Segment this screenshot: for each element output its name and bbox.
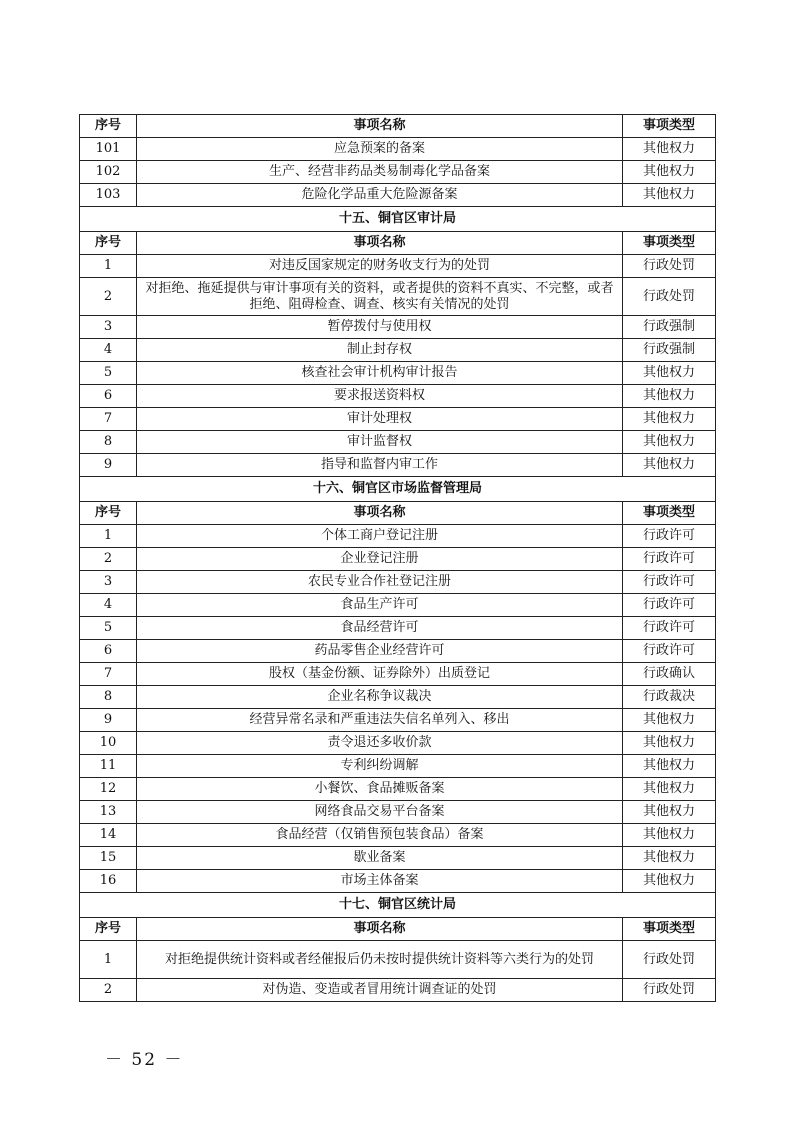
cell-item-type: 其他权力 [623, 870, 716, 893]
cell-serial-number: 11 [80, 755, 137, 778]
cell-serial-number: 2 [80, 278, 137, 316]
cell-item-name: 市场主体备案 [137, 870, 623, 893]
cell-item-name: 个体工商户登记注册 [137, 525, 623, 548]
header-cell-no: 序号 [80, 502, 137, 525]
cell-item-type: 其他权力 [623, 778, 716, 801]
table-header-row [80, 918, 716, 941]
cell-serial-number: 14 [80, 824, 137, 847]
cell-item-name: 网络食品交易平台备案 [137, 801, 623, 824]
cell-item-type: 其他权力 [623, 385, 716, 408]
cell-item-name: 审计监督权 [137, 431, 623, 454]
table-row [80, 709, 716, 732]
cell-item-name: 企业登记注册 [137, 548, 623, 571]
cell-item-name: 危险化学品重大危险源备案 [137, 184, 623, 207]
section-title: 十六、铜官区市场监督管理局 [80, 477, 716, 502]
cell-item-type: 行政裁决 [623, 686, 716, 709]
cell-item-name: 对拒绝提供统计资料或者经催报后仍未按时提供统计资料等六类行为的处罚 [137, 941, 623, 979]
cell-item-name: 对拒绝、拖延提供与审计事项有关的资料，或者提供的资料不真实、不完整，或者拒绝、阻碍检查、调查、核实有关情况的处罚 [137, 278, 623, 316]
cell-item-type: 其他权力 [623, 431, 716, 454]
table-row [80, 161, 716, 184]
cell-serial-number: 8 [80, 431, 137, 454]
table-row [80, 617, 716, 640]
cell-item-type: 行政许可 [623, 617, 716, 640]
cell-serial-number: 9 [80, 454, 137, 477]
cell-item-name: 暂停拨付与使用权 [137, 316, 623, 339]
cell-item-type: 行政许可 [623, 525, 716, 548]
table-row [80, 663, 716, 686]
cell-item-name: 农民专业合作社登记注册 [137, 571, 623, 594]
cell-item-type: 其他权力 [623, 454, 716, 477]
cell-item-type: 行政许可 [623, 548, 716, 571]
cell-item-type: 行政确认 [623, 663, 716, 686]
header-cell-no: 序号 [80, 115, 137, 138]
cell-item-name: 应急预案的备案 [137, 138, 623, 161]
table-row [80, 732, 716, 755]
table-header-row [80, 232, 716, 255]
cell-item-type: 行政处罚 [623, 979, 716, 1002]
cell-item-type: 行政处罚 [623, 278, 716, 316]
cell-serial-number: 12 [80, 778, 137, 801]
cell-item-name: 食品经营（仅销售预包装食品）备案 [137, 824, 623, 847]
table-row [80, 339, 716, 362]
cell-serial-number: 1 [80, 941, 137, 979]
table-header-row [80, 502, 716, 525]
cell-serial-number: 1 [80, 525, 137, 548]
table-row [80, 801, 716, 824]
table-row [80, 870, 716, 893]
cell-serial-number: 103 [80, 184, 137, 207]
table-row [80, 941, 716, 979]
table-row [80, 686, 716, 709]
cell-serial-number: 6 [80, 640, 137, 663]
table-row [80, 278, 716, 316]
table-row [80, 571, 716, 594]
table-row [80, 525, 716, 548]
table-row [80, 255, 716, 278]
cell-item-type: 其他权力 [623, 709, 716, 732]
cell-serial-number: 4 [80, 594, 137, 617]
section-heading-row [80, 207, 716, 232]
cell-item-name: 对违反国家规定的财务收支行为的处罚 [137, 255, 623, 278]
cell-item-type: 行政许可 [623, 640, 716, 663]
cell-serial-number: 9 [80, 709, 137, 732]
cell-item-type: 行政处罚 [623, 255, 716, 278]
table-row [80, 184, 716, 207]
authority-list-table [79, 114, 716, 1002]
cell-item-type: 其他权力 [623, 408, 716, 431]
cell-item-name: 小餐饮、食品摊贩备案 [137, 778, 623, 801]
cell-item-type: 行政处罚 [623, 941, 716, 979]
cell-item-name: 指导和监督内审工作 [137, 454, 623, 477]
cell-item-type: 其他权力 [623, 184, 716, 207]
table-row [80, 548, 716, 571]
cell-serial-number: 13 [80, 801, 137, 824]
cell-serial-number: 5 [80, 362, 137, 385]
table-row [80, 778, 716, 801]
page-number: － 52 － [105, 1050, 184, 1070]
cell-item-type: 其他权力 [623, 732, 716, 755]
table-row [80, 138, 716, 161]
cell-item-type: 其他权力 [623, 138, 716, 161]
cell-item-name: 食品生产许可 [137, 594, 623, 617]
header-cell-type: 事项类型 [623, 115, 716, 138]
section-heading-row [80, 477, 716, 502]
cell-item-name: 核查社会审计机构审计报告 [137, 362, 623, 385]
table-row [80, 362, 716, 385]
header-cell-name: 事项名称 [137, 918, 623, 941]
section-title: 十五、铜官区审计局 [80, 207, 716, 232]
cell-serial-number: 10 [80, 732, 137, 755]
header-cell-no: 序号 [80, 232, 137, 255]
cell-item-name: 专利纠纷调解 [137, 755, 623, 778]
table-row [80, 431, 716, 454]
cell-item-type: 其他权力 [623, 847, 716, 870]
header-cell-type: 事项类型 [623, 232, 716, 255]
cell-item-type: 行政强制 [623, 316, 716, 339]
table-row [80, 594, 716, 617]
header-cell-name: 事项名称 [137, 232, 623, 255]
cell-serial-number: 6 [80, 385, 137, 408]
cell-item-name: 歇业备案 [137, 847, 623, 870]
table-row [80, 824, 716, 847]
cell-serial-number: 2 [80, 979, 137, 1002]
cell-serial-number: 8 [80, 686, 137, 709]
section-heading-row [80, 893, 716, 918]
cell-serial-number: 7 [80, 408, 137, 431]
cell-serial-number: 3 [80, 571, 137, 594]
cell-item-name: 对伪造、变造或者冒用统计调查证的处罚 [137, 979, 623, 1002]
cell-item-type: 其他权力 [623, 362, 716, 385]
cell-item-type: 其他权力 [623, 801, 716, 824]
cell-serial-number: 15 [80, 847, 137, 870]
table-row [80, 847, 716, 870]
cell-item-name: 经营异常名录和严重违法失信名单列入、移出 [137, 709, 623, 732]
cell-serial-number: 16 [80, 870, 137, 893]
section-title: 十七、铜官区统计局 [80, 893, 716, 918]
cell-item-type: 其他权力 [623, 755, 716, 778]
header-cell-name: 事项名称 [137, 502, 623, 525]
cell-item-name: 责令退还多收价款 [137, 732, 623, 755]
cell-serial-number: 4 [80, 339, 137, 362]
header-cell-no: 序号 [80, 918, 137, 941]
cell-item-type: 行政许可 [623, 571, 716, 594]
cell-item-name: 企业名称争议裁决 [137, 686, 623, 709]
cell-serial-number: 2 [80, 548, 137, 571]
cell-serial-number: 7 [80, 663, 137, 686]
table-row [80, 385, 716, 408]
cell-item-name: 食品经营许可 [137, 617, 623, 640]
cell-item-type: 其他权力 [623, 161, 716, 184]
header-cell-name: 事项名称 [137, 115, 623, 138]
cell-serial-number: 101 [80, 138, 137, 161]
cell-item-name: 股权（基金份额、证券除外）出质登记 [137, 663, 623, 686]
table-row [80, 316, 716, 339]
table-header-row [80, 115, 716, 138]
cell-item-type: 其他权力 [623, 824, 716, 847]
cell-item-name: 药品零售企业经营许可 [137, 640, 623, 663]
table-row [80, 454, 716, 477]
cell-item-name: 制止封存权 [137, 339, 623, 362]
table-row [80, 408, 716, 431]
table-body [80, 115, 716, 1002]
header-cell-type: 事项类型 [623, 918, 716, 941]
cell-item-name: 审计处理权 [137, 408, 623, 431]
cell-item-name: 生产、经营非药品类易制毒化学品备案 [137, 161, 623, 184]
cell-serial-number: 102 [80, 161, 137, 184]
cell-item-type: 行政许可 [623, 594, 716, 617]
cell-item-type: 行政强制 [623, 339, 716, 362]
cell-serial-number: 3 [80, 316, 137, 339]
cell-serial-number: 5 [80, 617, 137, 640]
table-row [80, 640, 716, 663]
table-row [80, 979, 716, 1002]
header-cell-type: 事项类型 [623, 502, 716, 525]
cell-item-name: 要求报送资料权 [137, 385, 623, 408]
cell-serial-number: 1 [80, 255, 137, 278]
table-row [80, 755, 716, 778]
